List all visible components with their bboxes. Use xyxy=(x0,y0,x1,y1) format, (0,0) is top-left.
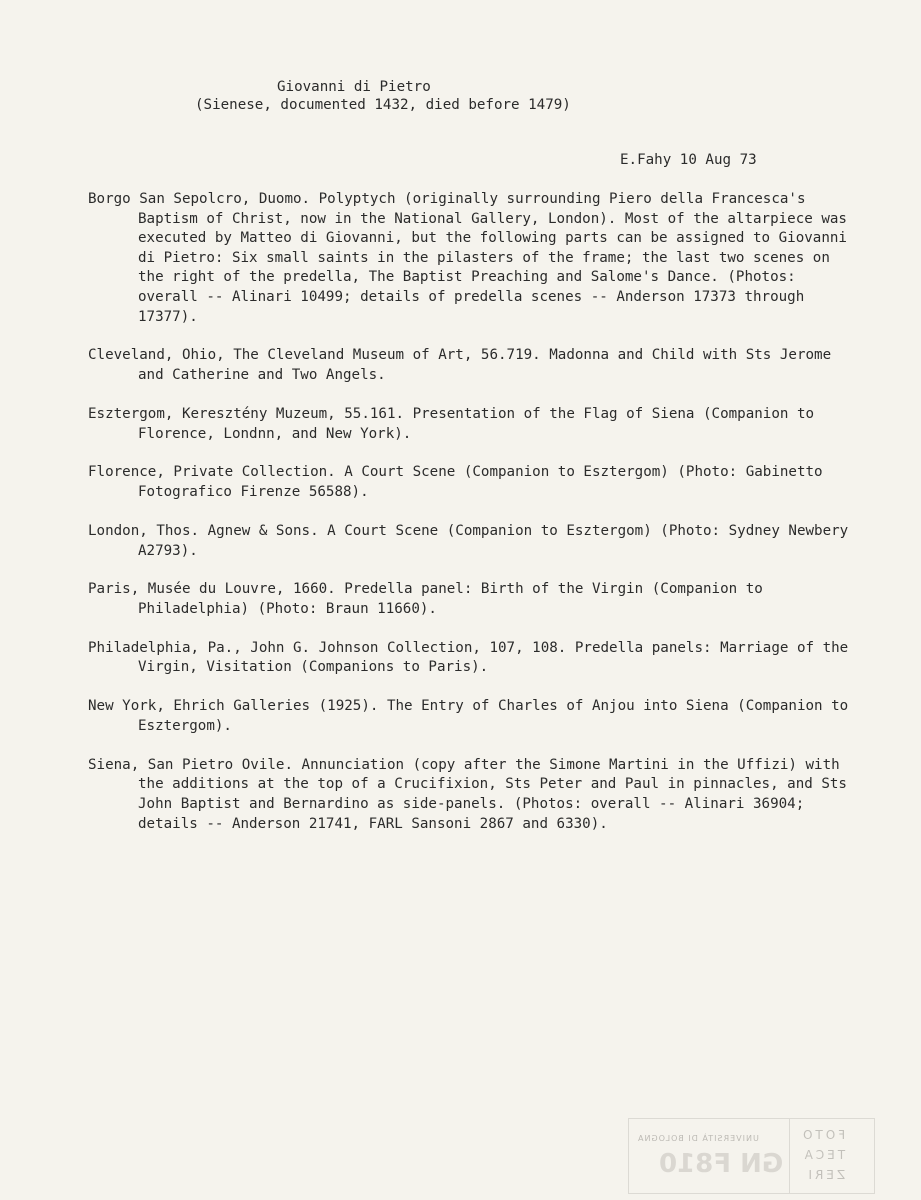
entry-cleveland: Cleveland, Ohio, The Cleveland Museum of Art, 56.719. Madonna and Child with Sts Jerome and Catherine and Two Angels. xyxy=(88,347,832,384)
stamp-foto: FOTO xyxy=(800,1128,846,1142)
entry-london: London, Thos. Agnew & Sons. A Court Scene (Companion to Esztergom) (Photo: Sydney Newbery A2793). xyxy=(88,522,849,559)
stamp-institution: UNIVERSITÀ DI BOLOGNA xyxy=(637,1134,759,1143)
entry-list xyxy=(88,190,858,854)
entry-new-york: New York, Ehrich Galleries (1925). The Entry of Charles of Anjou into Siena (Companion to Esztergom). xyxy=(88,698,849,734)
stamp-zeri: ZERI xyxy=(805,1168,846,1182)
document-subtitle: (Sienese, documented 1432, died before 1479) xyxy=(195,97,571,113)
stamp-teca: TECA xyxy=(801,1148,846,1162)
entry-esztergom: Esztergom, Keresztény Muzeum, 55.161. Presentation of the Flag of Siena (Companion to Florence, Londnn, and New York). xyxy=(88,405,815,442)
stamp-code: GN F810 xyxy=(659,1149,784,1179)
entry-paris: Paris, Musée du Louvre, 1660. Predella panel: Birth of the Virgin (Companion to Philadelphia) (Photo: Braun 11660). xyxy=(88,581,763,617)
stamp-fototeca-label xyxy=(800,1125,845,1185)
entry-florence: Florence, Private Collection. A Court Scene (Companion to Esztergom) (Photo: Gabinetto Fotografico Firenze 56588). xyxy=(88,464,823,501)
archive-stamp xyxy=(628,1118,875,1194)
entry-philadelphia: Philadelphia, Pa., John G. Johnson Collection, 107, 108. Predella panels: Marriage of the Virgin, Visitation (Companions to Paris). xyxy=(88,639,849,676)
author-date: E.Fahy 10 Aug 73 xyxy=(620,152,757,168)
document-title: Giovanni di Pietro xyxy=(277,79,431,95)
entry-borgo-san-sepolcro: Borgo San Sepolcro, Duomo. Polyptych (originally surrounding Piero della Francesca's Baptism of Christ, now in the National Gallery, London). Most of the altarpiece was executed by Matteo di Giovanni, but the following parts can be assigned to Giovanni di Pietro: Six small saints in the pilasters of the frame; the last two scenes on the right of the predella, The Baptist Preaching and Salome's Dance. (Photos: overall -- Alinari 10499; details of predella scenes -- Anderson 17373 through 17377). xyxy=(88,191,847,325)
stamp-fototeca-box xyxy=(789,1119,875,1193)
entry-siena: Siena, San Pietro Ovile. Annunciation (copy after the Simone Martini in the Uffizi) with the additions at the top of a Crucifixion, Sts Peter and Paul in pinnacles, and Sts John Baptist and Bernardino as side-panels. (Photos: overall -- Alinari 36904; details -- Anderson 21741, FARL Sansoni 2867 and 6330). xyxy=(88,756,847,832)
